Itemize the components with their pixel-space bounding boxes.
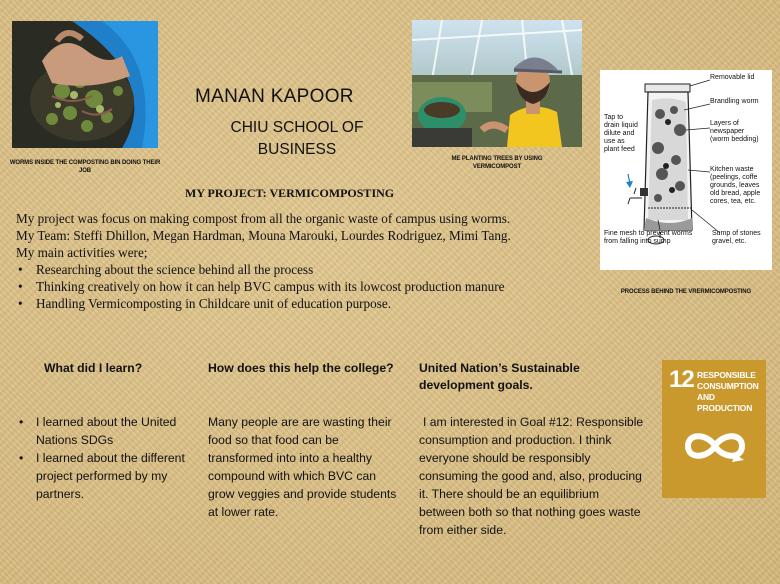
label-brandling-worm: Brandling worm xyxy=(710,98,759,105)
label-sump xyxy=(712,230,761,246)
project-team: My Team: Steffi Dhillon, Megan Hardman, Mouna Marouki, Lourdes Rodriguez, Mimi Tang. xyxy=(16,228,511,243)
vermicompost-diagram xyxy=(600,70,772,270)
help-heading: How does this help the college? xyxy=(208,361,394,375)
un-text: I am interested in Goal #12: Responsible consumption and production. I think everyone should be responsibly consuming the good and, also, producing it. There should be an equilibrium between both so that nothing goes waste from either side. xyxy=(419,415,644,537)
label-line: grounds, leaves xyxy=(710,182,760,189)
label-line: cores, tea, etc. xyxy=(710,198,756,205)
diagram-caption: PROCESS BEHIND THE VRERMICOMPOSTING xyxy=(620,289,752,295)
label-line: drain liquid xyxy=(604,122,638,129)
sdg-title-line: AND PRODUCTION xyxy=(697,392,753,413)
list-item: • I learned about the different project performed by my partners. xyxy=(36,449,186,503)
label-line: (worm bedding) xyxy=(710,136,759,143)
label-tap xyxy=(604,114,638,154)
label-line: plant feed xyxy=(604,146,635,153)
label-line: (peelings, coffe xyxy=(710,174,758,181)
worms-caption: WORMS INSIDE THE COMPOSTING BIN DOING THEIR JOB xyxy=(9,160,161,174)
label-line: Kitchen waste xyxy=(710,166,754,173)
learn-heading: What did I learn? xyxy=(44,361,143,375)
label-line: dilute and xyxy=(604,130,635,137)
list-item: • Handling Vermicomposting in Childcare unit of education purpose. xyxy=(36,295,606,312)
list-item: • I learned about the United Nations SDGs xyxy=(36,413,186,449)
sdg-title xyxy=(697,370,766,414)
activities-intro: My main activities were; xyxy=(16,245,148,260)
worms-photo xyxy=(12,21,158,148)
school-line-2: BUSINESS xyxy=(257,141,337,158)
label-line: newspaper xyxy=(710,128,745,135)
school-line-1: CHIU SCHOOL OF xyxy=(230,119,364,136)
label-line: use as xyxy=(604,138,625,145)
planting-photo xyxy=(412,20,582,147)
label-line: Tap to xyxy=(604,114,624,121)
label-removable-lid: Removable lid xyxy=(710,74,755,81)
list-item: • Researching about the science behind all the process xyxy=(36,261,606,278)
sdg-title-line: RESPONSIBLE xyxy=(697,370,756,380)
learn-list xyxy=(18,413,216,503)
help-text: Many people are are wasting their food so that food can be transformed into into a healthy compound with which BVC can grow veggies and provide students at lower rate. xyxy=(208,415,397,519)
school-name xyxy=(217,117,377,161)
sdg-title-line: CONSUMPTION xyxy=(697,381,759,391)
label-line: gravel, etc. xyxy=(712,238,747,245)
planting-caption: ME PLANTING TREES BY USING VERMICOMPOST xyxy=(451,156,543,170)
label-line: from falling into sump xyxy=(604,238,671,245)
project-description xyxy=(16,210,606,312)
label-line: old bread, apple xyxy=(710,190,761,197)
un-heading: United Nation’s Sustainable development goals. xyxy=(419,361,580,392)
sdg-number: 12 xyxy=(669,366,694,393)
project-title: MY PROJECT: VERMICOMPOSTING xyxy=(185,186,395,200)
project-summary: My project was focus on making compost from all the organic waste of campus using worms. xyxy=(16,211,511,226)
student-name: MANAN KAPOOR xyxy=(195,86,354,107)
label-line: Sump of stones xyxy=(712,230,761,237)
label-fine-mesh xyxy=(604,230,692,246)
label-line: Fine mesh to prevent worms xyxy=(604,230,693,237)
label-line: Layers of xyxy=(710,120,739,127)
label-newspaper-layers xyxy=(710,120,759,144)
list-item: • Thinking creatively on how it can help BVC campus with its lowcost production manure xyxy=(36,278,606,295)
infinity-icon xyxy=(680,424,750,468)
sdg-12-tile xyxy=(662,360,766,498)
label-kitchen-waste xyxy=(710,166,760,206)
activities-list xyxy=(16,261,606,312)
